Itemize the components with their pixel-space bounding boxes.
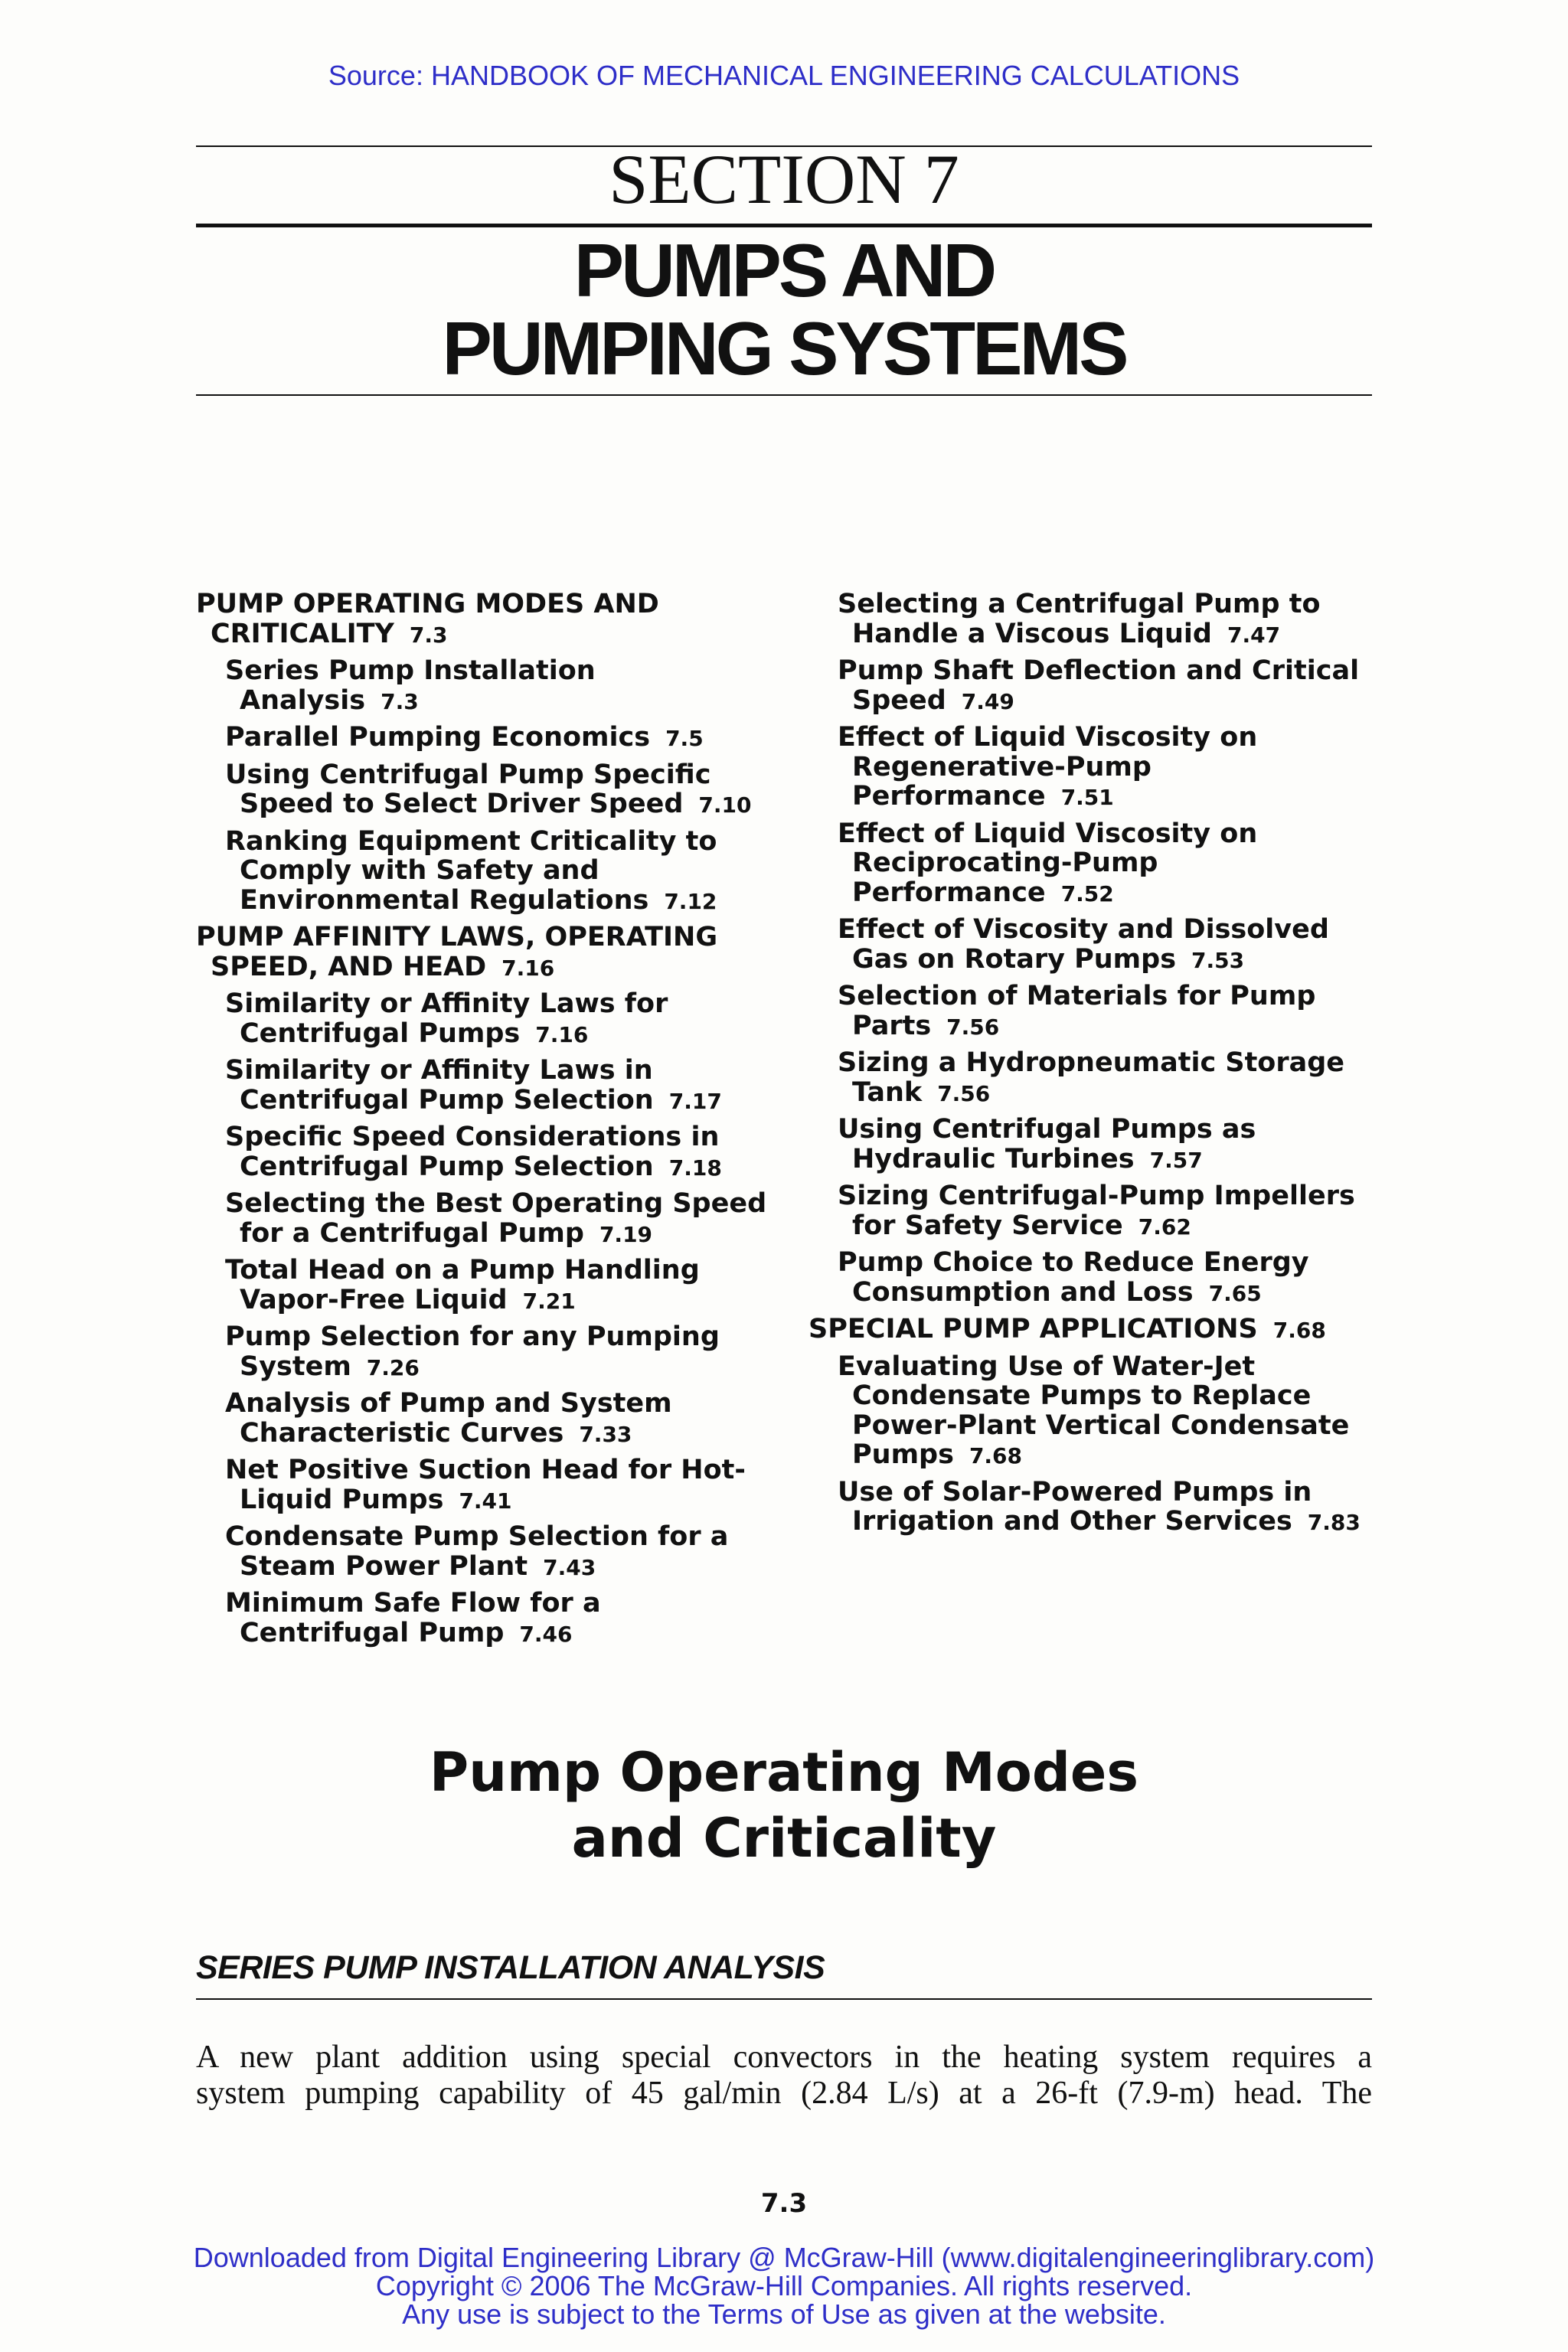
toc-entry-title: Effect of Viscosity and Dissolved Gas on Rotary Pumps xyxy=(838,914,1329,975)
toc-page-number: 7.49 xyxy=(961,688,1014,714)
toc-entry-title: Selecting the Best Operating Speed for a Centrifugal Pump xyxy=(225,1188,767,1249)
toc-left-column xyxy=(196,590,778,1655)
toc-entry-title: PUMP OPERATING MODES AND CRITICALITY xyxy=(196,589,659,649)
toc-page-number: 7.21 xyxy=(522,1288,576,1314)
toc-entry[interactable] xyxy=(196,760,778,821)
toc-entry[interactable] xyxy=(196,989,778,1050)
source-line: Source: HANDBOOK OF MECHANICAL ENGINEERING CALCULATIONS xyxy=(328,60,1240,91)
subheading: SERIES PUMP INSTALLATION ANALYSIS xyxy=(196,1949,825,1986)
section-title-line1: PUMPS AND xyxy=(573,228,995,312)
toc-entry[interactable] xyxy=(196,723,778,754)
toc-page-number: 7.16 xyxy=(535,1021,589,1047)
subheading-rule xyxy=(196,1998,1372,2000)
toc-entry-title: Similarity or Affinity Laws in Centrifugal Pump Selection xyxy=(225,1055,654,1116)
toc-entry[interactable] xyxy=(196,1122,778,1183)
toc-page-number: 7.12 xyxy=(664,888,717,914)
toc-entry-title: Using Centrifugal Pump Specific Speed to Select Driver Speed xyxy=(225,759,711,819)
section-label: SECTION 7 xyxy=(609,140,959,218)
toc-entry-title: Use of Solar-Powered Pumps in Irrigation and Other Services xyxy=(838,1476,1312,1537)
toc-page-number: 7.33 xyxy=(579,1421,632,1447)
section-rule xyxy=(196,224,1372,227)
toc-page-number: 7.53 xyxy=(1191,947,1245,973)
toc-entry[interactable] xyxy=(808,1048,1375,1109)
toc-entry-title: Sizing a Hydropneumatic Storage Tank xyxy=(838,1047,1345,1108)
toc-entry-title: Using Centrifugal Pumps as Hydraulic Turbines xyxy=(838,1114,1256,1174)
chapter-heading-line2: and Criticality xyxy=(571,1807,997,1870)
toc-entry-title: Effect of Liquid Viscosity on Reciprocating-Pump Performance xyxy=(838,818,1258,908)
toc-entry-title: Effect of Liquid Viscosity on Regenerative-Pump Performance xyxy=(838,722,1258,812)
toc-page-number: 7.18 xyxy=(668,1155,722,1181)
toc-page-number: 7.52 xyxy=(1060,880,1114,906)
footer-download-link[interactable]: Downloaded from Digital Engineering Library @ McGraw-Hill (www.digitalengineeringlibrary.com) xyxy=(193,2242,1375,2273)
toc-entry[interactable] xyxy=(808,1352,1375,1472)
toc-entry-title: Parallel Pumping Economics xyxy=(225,722,651,753)
toc-page-number: 7.10 xyxy=(698,792,752,818)
body-paragraph xyxy=(196,2040,1372,2112)
toc-entry[interactable] xyxy=(808,982,1375,1042)
toc-entry[interactable] xyxy=(196,1056,778,1116)
toc-entry-title: Similarity or Affinity Laws for Centrifugal Pumps xyxy=(225,988,668,1049)
toc-entry-title: Selection of Materials for Pump Parts xyxy=(838,981,1316,1041)
footer-copyright: Copyright © 2006 The McGraw-Hill Companies. All rights reserved. xyxy=(375,2270,1193,2301)
toc-page-number: 7.47 xyxy=(1227,622,1281,648)
toc-entry-title: PUMP AFFINITY LAWS, OPERATING SPEED, AND HEAD xyxy=(196,922,718,982)
section-title xyxy=(0,228,1568,390)
title-rule xyxy=(196,394,1372,396)
toc-entry[interactable] xyxy=(196,1189,778,1250)
chapter-heading-line1: Pump Operating Modes xyxy=(429,1741,1139,1804)
toc-entry-title: SPECIAL PUMP APPLICATIONS xyxy=(808,1314,1258,1344)
paragraph-line-1: A new plant addition using special convectors in the heating system requires a xyxy=(196,2040,1372,2075)
toc-page-number: 7.46 xyxy=(519,1621,573,1647)
toc-page-number: 7.65 xyxy=(1208,1280,1262,1306)
toc-entry-title: Condensate Pump Selection for a Steam Power Plant xyxy=(225,1521,729,1582)
toc-entry[interactable] xyxy=(808,1115,1375,1175)
toc-page-number: 7.17 xyxy=(668,1088,722,1114)
footer xyxy=(0,2243,1568,2328)
toc-entry[interactable] xyxy=(808,819,1375,910)
footer-terms: Any use is subject to the Terms of Use as given at the website. xyxy=(402,2298,1166,2330)
toc-entry[interactable] xyxy=(196,923,778,983)
toc-page-number: 7.19 xyxy=(599,1221,653,1247)
toc-entry-title: Specific Speed Considerations in Centrifugal Pump Selection xyxy=(225,1122,720,1182)
toc-entry[interactable] xyxy=(808,915,1375,975)
toc-entry[interactable] xyxy=(196,1455,778,1516)
toc-entry[interactable] xyxy=(808,1181,1375,1242)
toc-page-number: 7.3 xyxy=(381,688,419,714)
toc-entry[interactable] xyxy=(808,656,1375,717)
toc-entry-title: Minimum Safe Flow for a Centrifugal Pump xyxy=(225,1588,601,1648)
toc-entry[interactable] xyxy=(808,723,1375,813)
chapter-heading xyxy=(0,1740,1568,1871)
toc-entry-title: Pump Choice to Reduce Energy Consumption and Loss xyxy=(838,1247,1309,1308)
toc-entry-title: Total Head on a Pump Handling Vapor-Free Liquid xyxy=(225,1255,700,1315)
toc-page-number: 7.5 xyxy=(665,726,704,751)
toc-page-number: 7.26 xyxy=(366,1354,420,1380)
toc-entry[interactable] xyxy=(808,1248,1375,1308)
toc-page-number: 7.68 xyxy=(1272,1318,1326,1343)
toc-page-number: 7.43 xyxy=(543,1554,596,1580)
toc-entry-title: Sizing Centrifugal-Pump Impellers for Safety Service xyxy=(838,1181,1355,1241)
toc-entry-title: Evaluating Use of Water-Jet Condensate Pumps to Replace Power-Plant Vertical Condensate Pumps xyxy=(838,1351,1350,1470)
toc-entry-title: Ranking Equipment Criticality to Comply with Safety and Environmental Regulations xyxy=(225,825,717,916)
toc-entry-title: Pump Selection for any Pumping System xyxy=(225,1321,720,1382)
paragraph-line-2: system pumping capability of 45 gal/min (2.84 L/s) at a 26-ft (7.9-m) head. The xyxy=(196,2076,1372,2111)
toc-page-number: 7.41 xyxy=(459,1488,512,1514)
toc-page-number: 7.57 xyxy=(1149,1147,1203,1173)
toc-entry[interactable] xyxy=(196,1522,778,1583)
toc-entry[interactable] xyxy=(196,656,778,717)
toc-page-number: 7.83 xyxy=(1307,1510,1361,1535)
toc-entry-title: Series Pump Installation Analysis xyxy=(225,655,596,716)
toc-page-number: 7.51 xyxy=(1060,785,1114,810)
toc-entry[interactable] xyxy=(196,1589,778,1649)
toc-entry[interactable] xyxy=(196,590,778,650)
toc-entry[interactable] xyxy=(196,827,778,917)
section-title-line2: PUMPING SYSTEMS xyxy=(442,306,1126,390)
toc-entry[interactable] xyxy=(196,1256,778,1316)
toc-page-number: 7.16 xyxy=(501,955,555,981)
page-number: 7.3 xyxy=(760,2188,808,2219)
toc-page-number: 7.3 xyxy=(409,622,448,648)
toc-entry[interactable] xyxy=(808,1315,1375,1346)
toc-entry-title: Analysis of Pump and System Characteristic Curves xyxy=(225,1388,672,1449)
toc-entry-title: Selecting a Centrifugal Pump to Handle a Viscous Liquid xyxy=(838,589,1321,649)
toc-entry-title: Net Positive Suction Head for Hot-Liquid Pumps xyxy=(225,1455,746,1515)
toc-page-number: 7.68 xyxy=(969,1443,1023,1468)
toc-entry[interactable] xyxy=(196,1322,778,1383)
toc-entry[interactable] xyxy=(808,1478,1375,1538)
toc-page-number: 7.62 xyxy=(1138,1214,1191,1240)
toc-right-column xyxy=(808,590,1375,1544)
toc-page-number: 7.56 xyxy=(946,1014,1000,1040)
toc-page-number: 7.56 xyxy=(937,1080,991,1106)
toc-entry[interactable] xyxy=(196,1389,778,1449)
toc-entry[interactable] xyxy=(808,590,1375,650)
toc-entry-title: Pump Shaft Deflection and Critical Speed xyxy=(838,655,1360,716)
